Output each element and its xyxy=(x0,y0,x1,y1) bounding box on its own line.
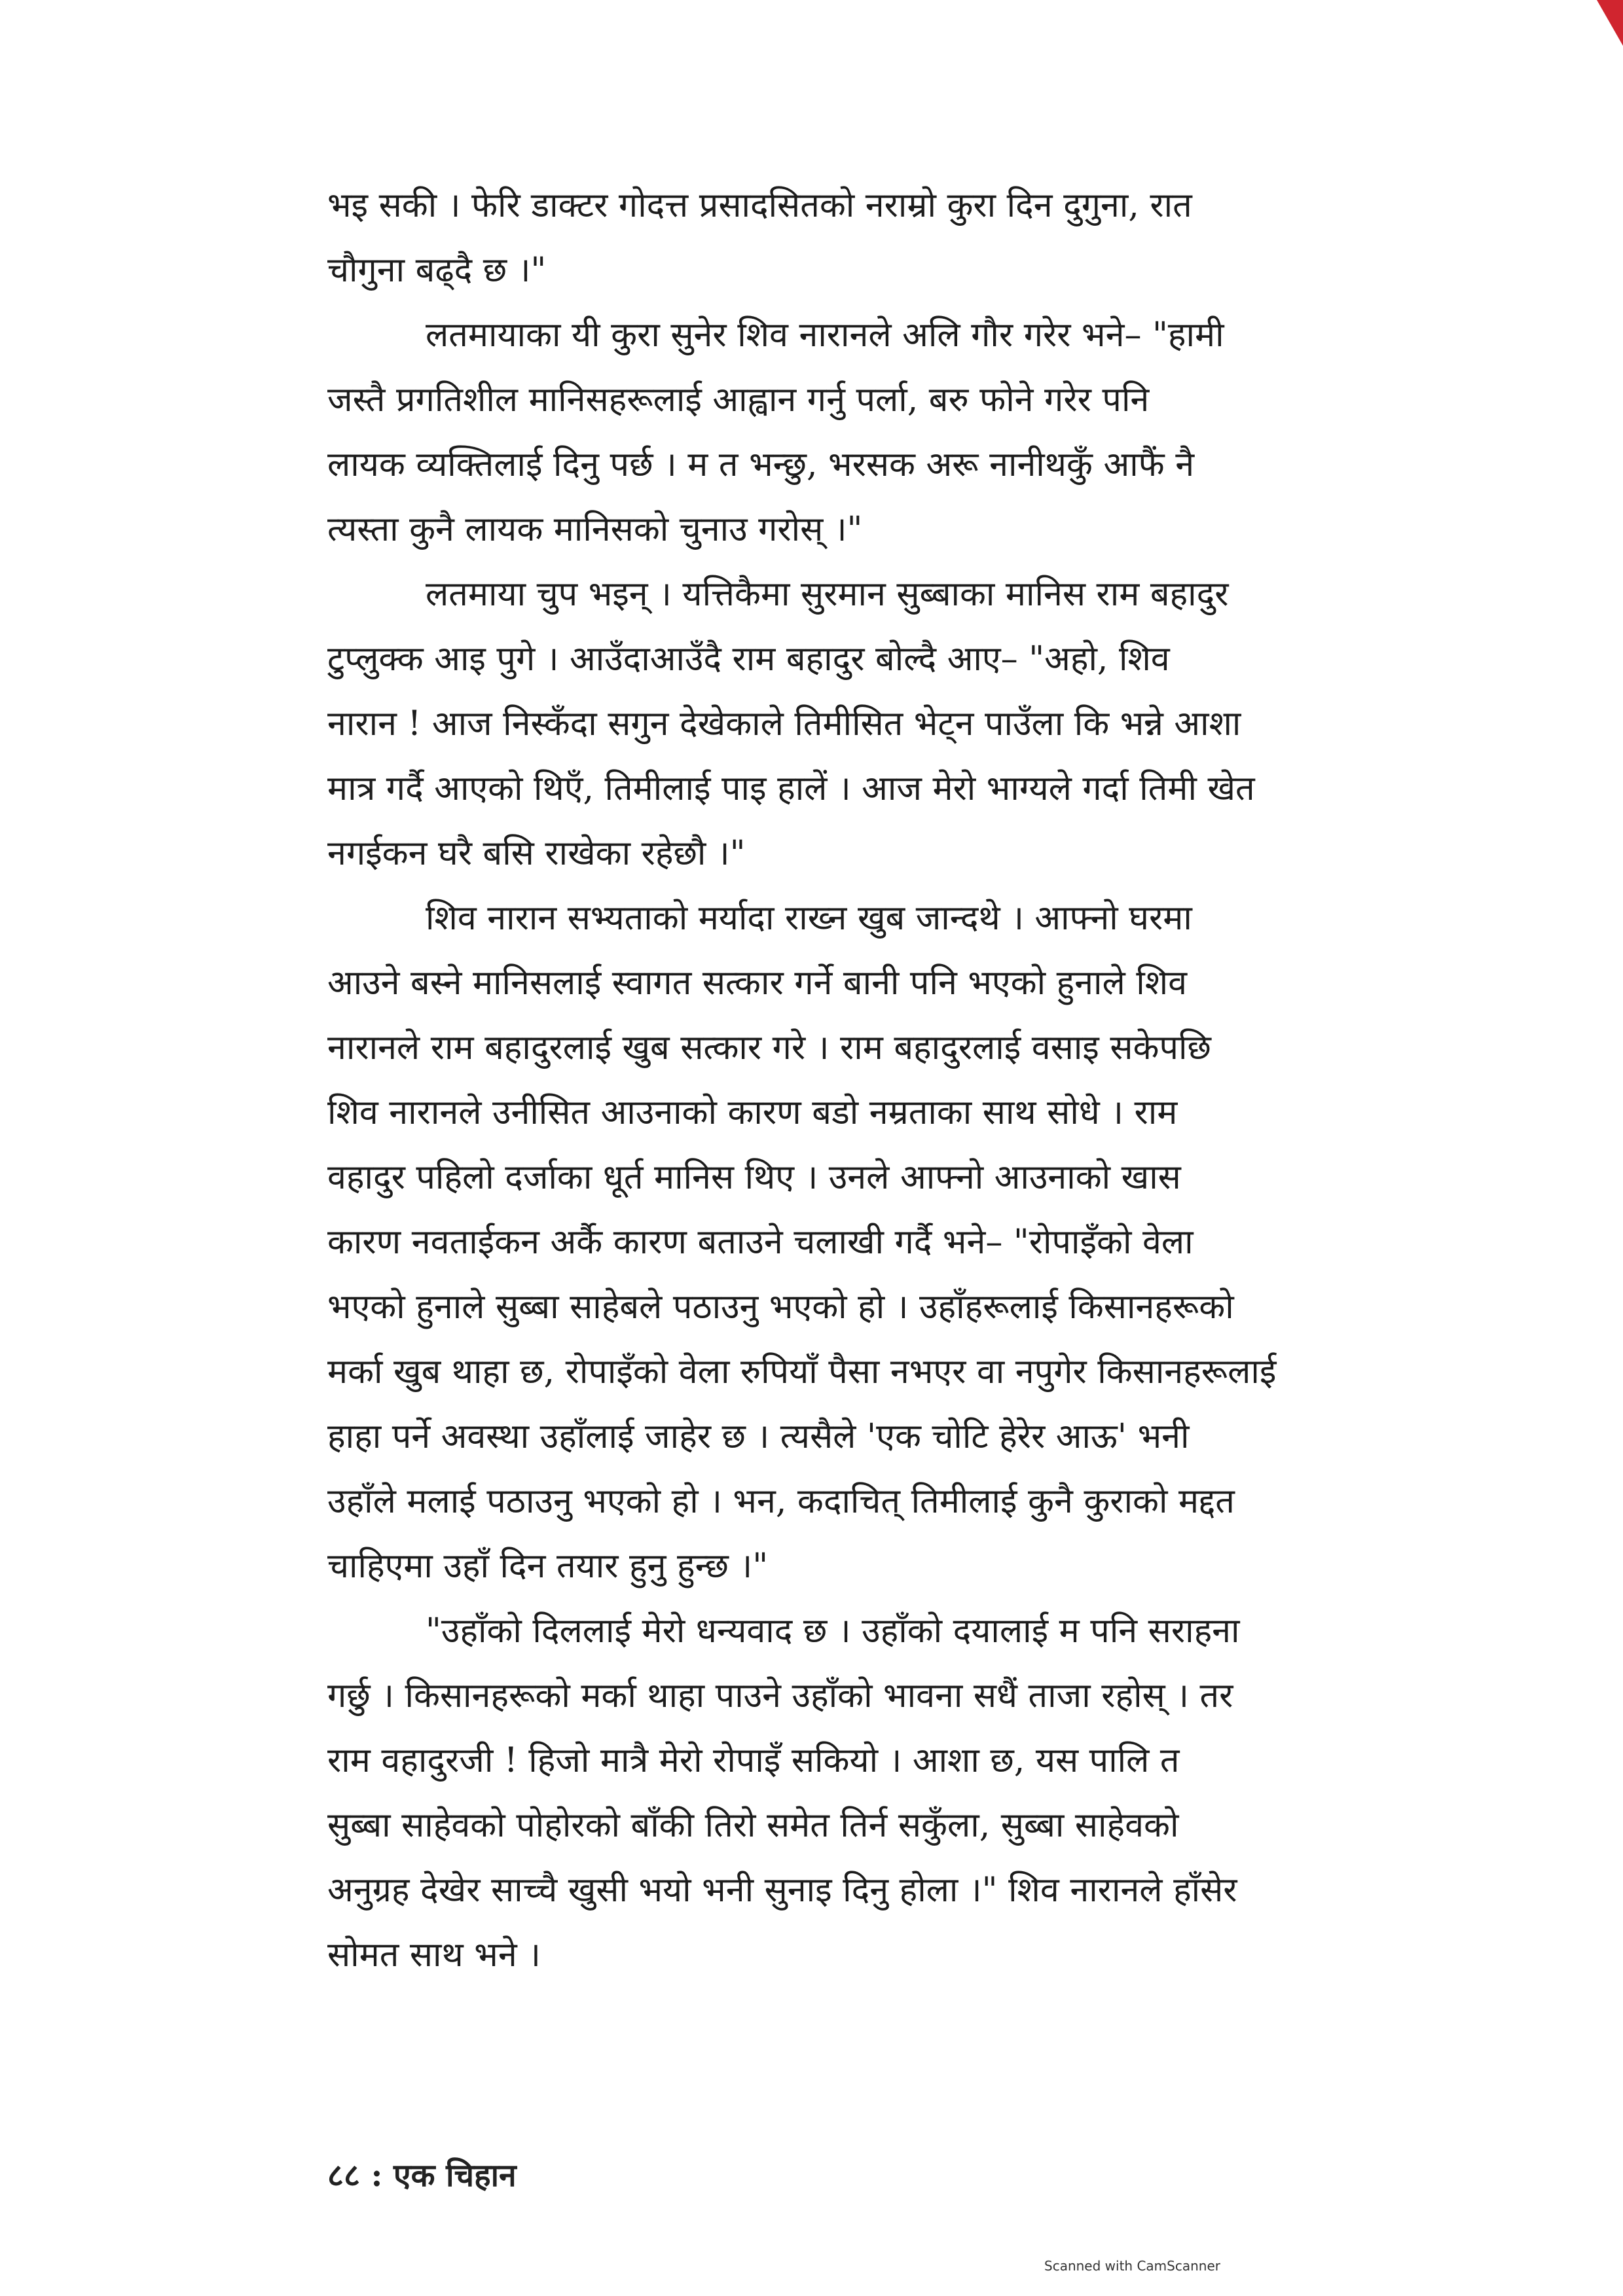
text-line: उहाँले मलाई पठाउनु भएको हो । भन, कदाचित् तिमीलाई कुनै कुराको मद्दत xyxy=(327,1482,1235,1521)
text-line: राम वहादुरजी ! हिजो मात्रै मेरो रोपाइँ सकियो । आशा छ, यस पालि त xyxy=(327,1741,1180,1780)
text-line: भइ सकी । फेरि डाक्टर गोदत्त प्रसादसितको नराम्रो कुरा दिन दुगुना, रात xyxy=(327,186,1192,225)
text-line: भएको हुनाले सुब्बा साहेबले पठाउनु भएको हो । उहाँहरूलाई किसानहरूको xyxy=(327,1287,1234,1327)
text-line: सुब्बा साहेवको पोहोरको बाँकी तिरो समेत तिर्न सकुँला, सुब्बा साहेवको xyxy=(327,1806,1179,1845)
text-line: "उहाँको दिललाई मेरो धन्यवाद छ । उहाँको दयालाई म पनि सराहना xyxy=(426,1611,1240,1651)
text-line: नगईकन घरै बसि राखेका रहेछौ ।" xyxy=(327,834,746,873)
paragraph xyxy=(327,1599,1408,1988)
text-line: लतमाया चुप भइन् । यत्तिकैमा सुरमान सुब्बाका मानिस राम बहादुर xyxy=(426,575,1229,614)
paragraph xyxy=(327,303,1408,562)
text-line: त्यस्ता कुनै लायक मानिसको चुनाउ गरोस् ।" xyxy=(327,510,863,549)
text-line: कारण नवताईकन अर्कै कारण बताउने चलाखी गर्दै भने– "रोपाइँको वेला xyxy=(327,1223,1194,1262)
text-line: मात्र गर्दै आएको थिएँ, तिमीलाई पाइ हालें । आज मेरो भाग्यले गर्दा तिमी खेत xyxy=(327,769,1255,808)
text-line: चौगुना बढ्दै छ ।" xyxy=(327,251,547,290)
scanner-watermark: Scanned with CamScanner xyxy=(1044,2258,1220,2274)
text-line: नारान ! आज निस्कँदा सगुन देखेकाले तिमीसित भेट्न पाउँला कि भन्ने आशा xyxy=(327,704,1241,744)
body-text xyxy=(327,173,1408,1988)
paragraph xyxy=(327,173,1408,303)
text-line: शिव नारान सभ्यताको मर्यादा राख्न खुब जान्दथे । आफ्नो घरमा xyxy=(426,899,1192,938)
text-line: नारानले राम बहादुरलाई खुब सत्कार गरे । राम बहादुरलाई वसाइ सकेपछि xyxy=(327,1028,1211,1067)
text-line: लतमायाका यी कुरा सुनेर शिव नारानले अलि गौर गरेर भने– "हामी xyxy=(426,315,1224,355)
text-line: शिव नारानले उनीसित आउनाको कारण बडो नम्रताका साथ सोधे । राम xyxy=(327,1093,1178,1132)
text-line: वहादुर पहिलो दर्जाका धूर्त मानिस थिए । उनले आफ्नो आउनाको खास xyxy=(327,1158,1181,1197)
corner-tab-mark xyxy=(1597,0,1623,46)
text-line: मर्का खुब थाहा छ, रोपाइँको वेला रुपियाँ पैसा नभएर वा नपुगेर किसानहरूलाई xyxy=(327,1352,1277,1391)
text-line: आउने बस्ने मानिसलाई स्वागत सत्कार गर्ने बानी पनि भएको हुनाले शिव xyxy=(327,963,1188,1003)
text-line: जस्तै प्रगतिशील मानिसहरूलाई आह्वान गर्नु पर्ला, बरु फोने गरेर पनि xyxy=(327,380,1150,420)
text-line: टुप्लुक्क आइ पुगे । आउँदाआउँदै राम बहादुर बोल्दै आए– "अहो, शिव xyxy=(327,639,1170,679)
text-line: हाहा पर्ने अवस्था उहाँलाई जाहेर छ । त्यसैले 'एक चोटि हेरेर आऊ' भनी xyxy=(327,1417,1190,1456)
page-footer: ८८ : एक चिहान xyxy=(327,2157,517,2194)
text-line: चाहिएमा उहाँ दिन तयार हुनु हुन्छ ।" xyxy=(327,1547,769,1586)
text-line: सोमत साथ भने । xyxy=(327,1935,541,1975)
text-line: अनुग्रह देखेर साच्चै खुसी भयो भनी सुनाइ दिनु होला ।" शिव नारानले हाँसेर xyxy=(327,1871,1237,1910)
text-line: लायक व्यक्तिलाई दिनु पर्छ । म त भन्छु, भरसक अरू नानीथकुँ आफैं नै xyxy=(327,445,1195,484)
text-line: गर्छु । किसानहरूको मर्का थाहा पाउने उहाँको भावना सधैं ताजा रहोस् । तर xyxy=(327,1676,1233,1715)
paragraph xyxy=(327,886,1408,1599)
paragraph xyxy=(327,562,1408,886)
